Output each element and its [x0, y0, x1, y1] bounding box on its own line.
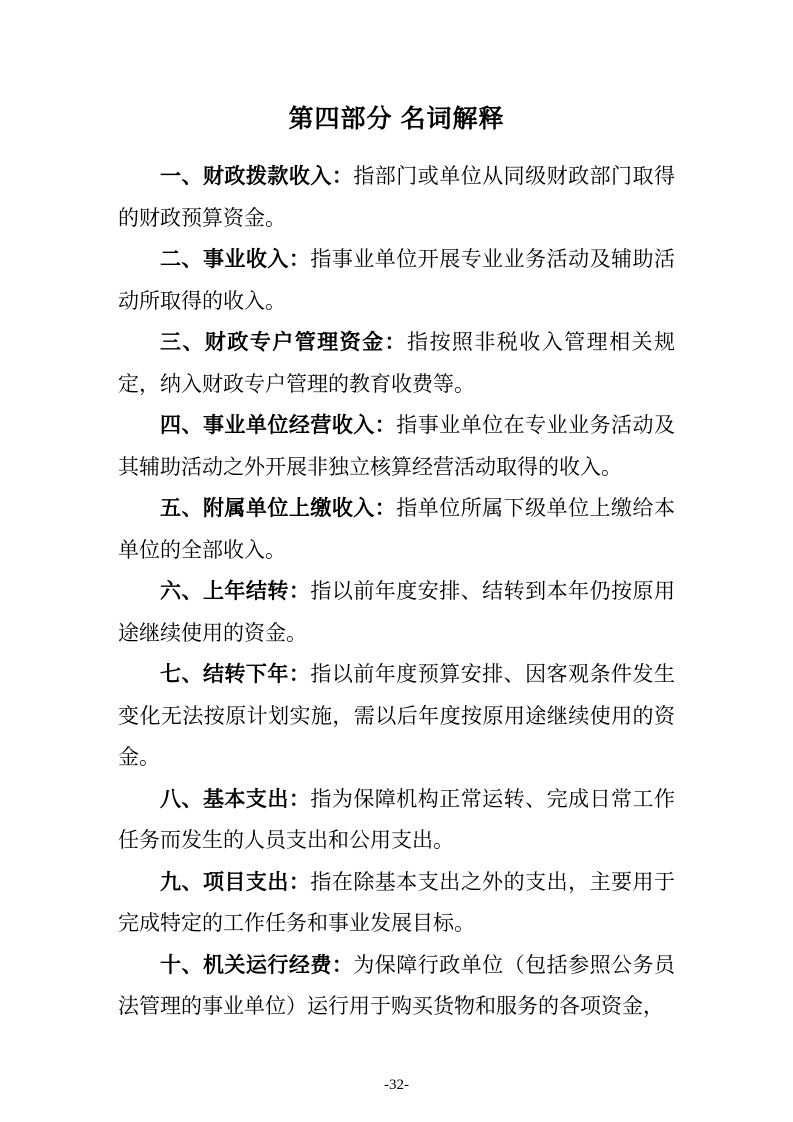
- page-title: 第四部分 名词解释: [288, 105, 505, 133]
- term-label: 八、基本支出：: [160, 786, 311, 811]
- definition-paragraph: [118, 156, 675, 239]
- term-label: 四、事业单位经营收入：: [160, 413, 397, 437]
- term-label: 七、结转下年：: [160, 662, 311, 686]
- page-number: -32-: [384, 1077, 409, 1093]
- definition-paragraph: [118, 654, 675, 779]
- definition-paragraph: [118, 945, 675, 1028]
- term-definition: 为保障行政单位（包括参照公务员法管理的事业单位）运行用于购买货物和服务的各项资金，: [118, 952, 676, 1018]
- definition-paragraph: [118, 779, 675, 862]
- term-label: 二、事业收入：: [160, 247, 311, 271]
- term-definition: 指以前年度安排、结转到本年仍按原用途继续使用的资金。: [118, 579, 676, 645]
- term-label: 九、项目支出：: [160, 869, 311, 894]
- term-definition: 指部门或单位从同级财政部门取得的财政预算资金。: [118, 164, 676, 230]
- term-label: 六、上年结转：: [160, 579, 311, 603]
- term-definition: 指以前年度预算安排、因客观条件发生变化无法按原计划实施，需以后年度按原用途继续使用的资金。: [118, 662, 676, 769]
- definition-paragraph: [118, 239, 675, 322]
- document-body: [118, 156, 675, 1028]
- term-definition: 指按照非税收入管理相关规定，纳入财政专户管理的教育收费等。: [118, 330, 675, 396]
- term-label: 五、附属单位上缴收入：: [160, 496, 397, 520]
- page-footer: [0, 1077, 793, 1094]
- definition-paragraph: [118, 571, 675, 654]
- definition-paragraph: [118, 405, 675, 488]
- term-label: 十、机关运行经费：: [160, 952, 354, 977]
- term-label: 一、财政拨款收入：: [160, 164, 354, 188]
- term-label: 三、财政专户管理资金：: [160, 330, 407, 354]
- definition-paragraph: [118, 488, 675, 571]
- term-definition: 指事业单位在专业业务活动及其辅助活动之外开展非独立核算经营活动取得的收入。: [118, 413, 676, 479]
- definition-paragraph: [118, 322, 675, 405]
- term-definition: 指单位所属下级单位上缴给本单位的全部收入。: [118, 496, 676, 562]
- definition-paragraph: [118, 862, 675, 945]
- term-definition: 指为保障机构正常运转、完成日常工作任务而发生的人员支出和公用支出。: [118, 786, 676, 852]
- term-definition: 指在除基本支出之外的支出，主要用于完成特定的工作任务和事业发展目标。: [118, 869, 676, 935]
- term-definition: 指事业单位开展专业业务活动及辅助活动所取得的收入。: [118, 247, 676, 313]
